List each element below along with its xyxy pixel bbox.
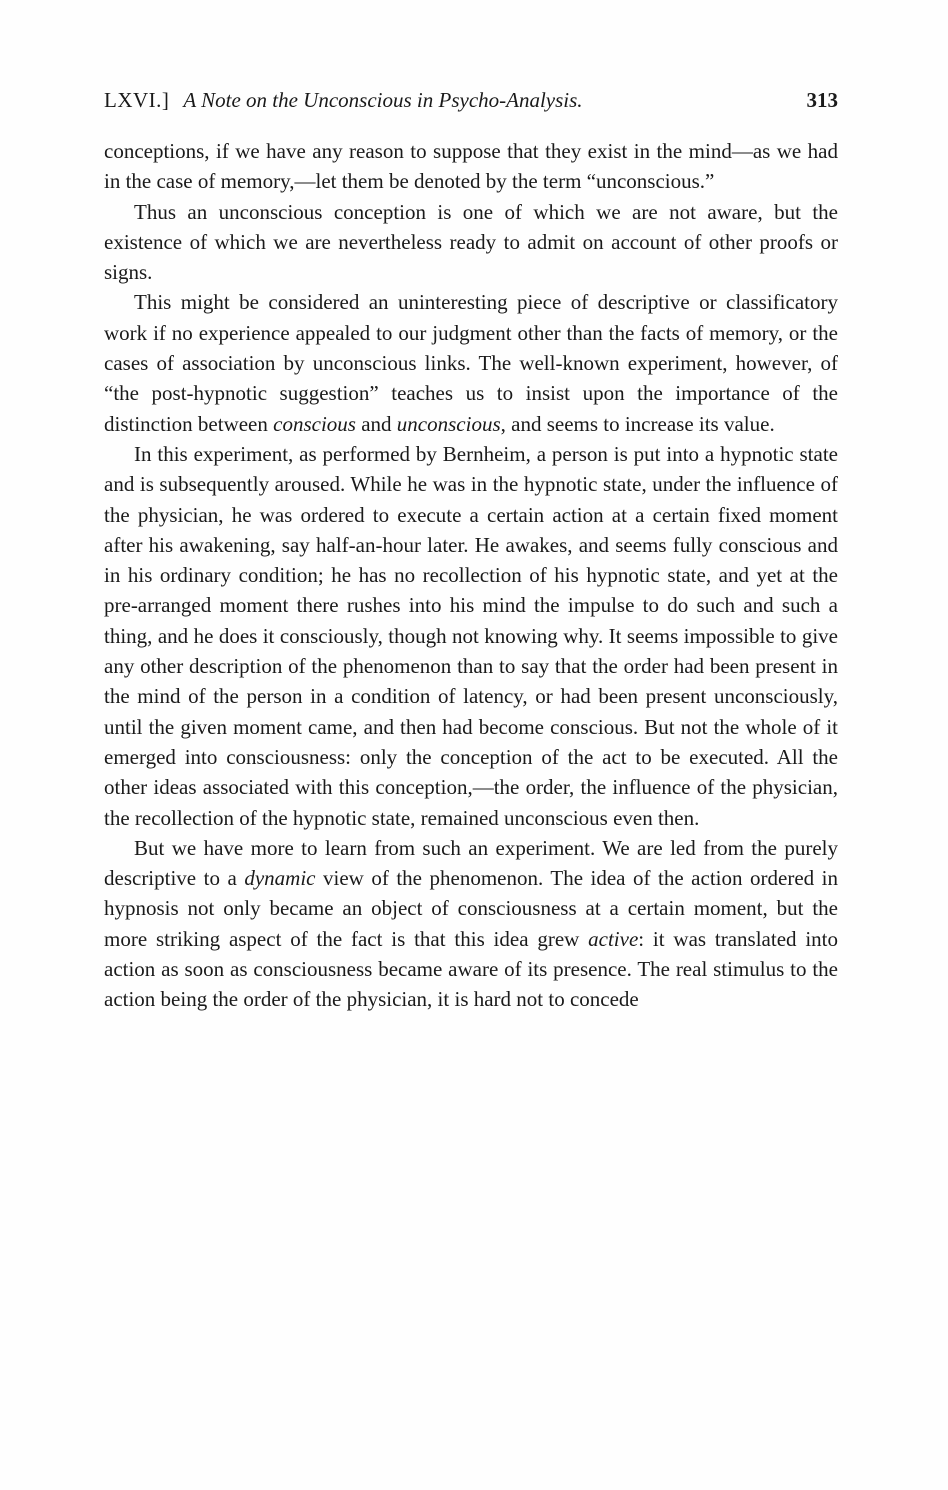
- paragraph-3: This might be considered an uninteresting piece of descriptive or classificatory work if no experience appealed to our judgment other than the facts of memory, or the cases of association by unconscious links. The well-known experiment, however, of “the post-hypnotic suggestion” teaches us to insist upon the importance of the distinction between conscious and unconscious, and seems to increase its value.: [104, 290, 838, 436]
- emphasis-unconscious: unconscious: [396, 411, 501, 436]
- running-header: [104, 88, 838, 113]
- paragraph-1: conceptions, if we have any reason to suppose that they exist in the mind—as we had in the case of memory,—let them be denoted by the term “unconscious.”: [104, 139, 838, 194]
- running-title: A Note on the Unconscious in Psycho-Analysis.: [183, 88, 583, 112]
- paragraph-4: In this experiment, as performed by Bernheim, a person is put into a hypnotic state and is subsequently aroused. While he was in the hypnotic state, under the influence of the physician, he was ordered to execute a certain action at a certain fixed moment after his awakening, say half-an-hour later. He awakes, and seems fully conscious and in his ordinary condition; he has no recollection of his hypnotic state, and yet at the pre-arranged moment there rushes into his mind the impulse to do such and such a thing, and he does it consciously, though not knowing why. It seems impossible to give any other description of the phenomenon than to say that the order had been present in the mind of the person in a condition of latency, or had been present unconsciously, until the given moment came, and then had become conscious. But not the whole of it emerged into consciousness: only the conception of the act to be executed. All the other ideas associated with this conception,—the order, the influence of the physician, the recollection of the hypnotic state, remained unconscious even then.: [104, 441, 838, 830]
- chapter-number: LXVI.]: [104, 88, 170, 112]
- page-number: 313: [806, 88, 838, 112]
- emphasis-dynamic: dynamic: [244, 866, 316, 891]
- emphasis-conscious: conscious: [273, 411, 356, 436]
- paragraph-2: Thus an unconscious conception is one of which we are not aware, but the existence of which we are nevertheless ready to admit on account of other proofs or signs.: [104, 199, 838, 285]
- emphasis-active: active: [588, 926, 639, 951]
- paragraph-5: But we have more to learn from such an experiment. We are led from the purely descriptive to a dynamic view of the phenomenon. The idea of the action ordered in hypnosis not only became an object of consciousness at a certain moment, but the more striking aspect of the fact is that this idea grew active: it was translated into action as soon as consciousness became aware of its presence. The real stimulus to the action being the order of the physician, it is hard not to concede: [104, 835, 838, 1012]
- body-text: [104, 136, 838, 1015]
